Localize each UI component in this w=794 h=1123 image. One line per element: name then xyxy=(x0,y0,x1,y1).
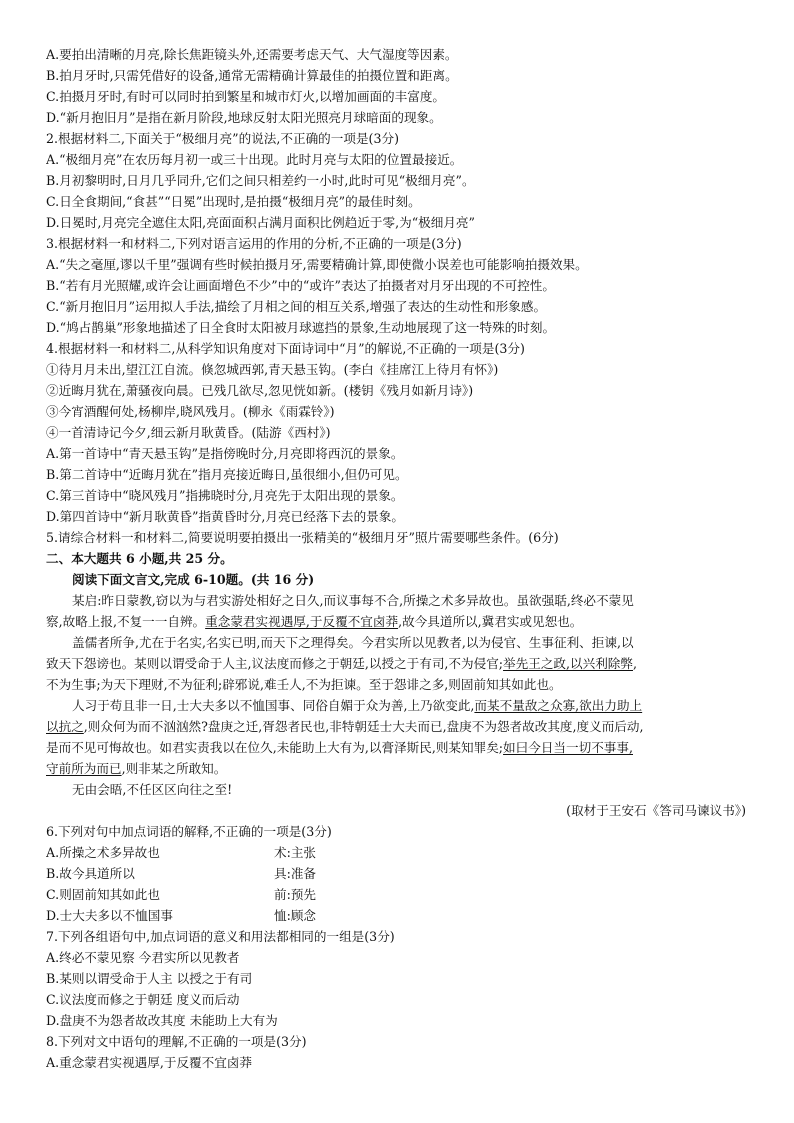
section-heading: 二、本大题共 6 小题,共 25 分。 xyxy=(46,551,233,566)
question-stem: 5.请综合材料一和材料二,简要说明要拍摄出一张精美的“极细月牙”照片需要哪些条件。(6分) xyxy=(46,530,559,545)
passage-line: 无由会晤,不任区区向往之至! xyxy=(72,782,233,797)
text-line: D.日冕时,月亮完全遮住太阳,亮面面积占满月面积比例趋近于零,为“极细月亮” xyxy=(46,215,475,230)
text-line: A.第一首诗中“青天悬玉钩”是指傍晚时分,月亮即将西沉的景象。 xyxy=(46,446,404,461)
text-line: D.盘庚不为怨者故改其度 未能助上大有为 xyxy=(46,1013,278,1028)
question-stem: 7.下列各组语句中,加点词语的意义和用法都相同的一组是(3分) xyxy=(46,929,395,944)
underlined-phrase: 重念蒙君实视遇厚,于反覆不宜卤莽 xyxy=(205,614,399,629)
text-line: D.第四首诗中“新月耿黄昏”指黄昏时分,月亮已经落下去的景象。 xyxy=(46,509,404,524)
question-stem: 3.根据材料一和材料二,下列对语言运用的作用的分析,不正确的一项是(3分) xyxy=(46,236,462,251)
text-line: B.拍月牙时,只需凭借好的设备,通常无需精确计算最佳的拍摄位置和距离。 xyxy=(46,68,458,83)
text-line: D.“鸠占鹊巢”形象地描述了日全食时太阳被月球遮挡的景象,生动地展现了这一特殊的时刻。 xyxy=(46,320,556,335)
passage-line: 是而不见可悔故也。如君实责我以在位久,未能助上大有为,以膏泽斯民,则某知罪矣;如曰今日当一切不事事, xyxy=(46,740,633,755)
text-line: B.月初黎明时,日月几乎同升,它们之间只相差约一小时,此时可见“极细月亮”。 xyxy=(46,173,475,188)
text-line: A.终必不蒙见察 今君实所以见教者 xyxy=(46,950,240,965)
option-row: A.所操之术多异故也 术:主张 xyxy=(46,845,317,860)
passage-line: 某启:昨日蒙教,窃以为与君实游处相好之日久,而议事每不合,所操之术多异故也。虽欲强聒,终必不蒙见 xyxy=(72,593,634,608)
passage-line: 守前所为而已,则非某之所敢知。 xyxy=(46,761,227,776)
text-line: C.第三首诗中“晓风残月”指拂晓时分,月亮先于太阳出现的景象。 xyxy=(46,488,404,503)
poem-line: ①待月月未出,望江江自流。倏忽城西郭,青天悬玉钩。(李白《挂席江上待月有怀》) xyxy=(46,362,499,377)
underlined-phrase: 以抗之 xyxy=(46,719,84,734)
underlined-phrase: 举先王之政,以兴利除弊 xyxy=(503,656,633,671)
poem-line: ③今宵酒醒何处,杨柳岸,晓风残月。(柳永《雨霖铃》) xyxy=(46,404,335,419)
text-line: A.“极细月亮”在农历每月初一或三十出现。此时月亮与太阳的位置最接近。 xyxy=(46,152,463,167)
text-line: B.某则以谓受命于人主 以授之于有司 xyxy=(46,971,253,986)
passage-line: 以抗之,则众何为而不汹汹然?盘庚之迁,胥怨者民也,非特朝廷士大夫而已,盘庚不为怨者故改其度,度义而后动, xyxy=(46,719,644,734)
underlined-phrase: 如曰今日当一切不事事, xyxy=(503,740,633,755)
text-line: B.“若有月光照耀,或许会让画面增色不少”中的“或许”表达了拍摄者对月牙出现的不可控性。 xyxy=(46,278,555,293)
passage-line: 致天下怨谤也。某则以谓受命于人主,议法度而修之于朝廷,以授之于有司,不为侵官;举先王之政,以兴利除弊, xyxy=(46,656,638,671)
exam-page xyxy=(46,44,754,1073)
text-line: A.要拍出清晰的月亮,除长焦距镜头外,还需要考虑天气、大气湿度等因素。 xyxy=(46,47,458,62)
underlined-phrase: 而某不量敌之众寡,欲出力助上 xyxy=(474,698,643,713)
passage-line: 察,故略上报,不复一一自辨。重念蒙君实视遇厚,于反覆不宜卤莽,故今具道所以,冀君实或见恕也。 xyxy=(46,614,583,629)
text-line: C.议法度而修之于朝廷 度义而后动 xyxy=(46,992,240,1007)
text-line: C.“新月抱旧月”运用拟人手法,描绘了月相之间的相互关系,增强了表达的生动性和形象感。 xyxy=(46,299,547,314)
question-stem: 2.根据材料二,下面关于“极细月亮”的说法,不正确的一项是(3分) xyxy=(46,131,399,146)
passage-line: 人习于苟且非一日,士大夫多以不恤国事、同俗自媚于众为善,上乃欲变此,而某不量敌之众寡,欲出力助上 xyxy=(72,698,643,713)
reading-instruction: 阅读下面文言文,完成 6-10题。(共 16 分) xyxy=(72,572,315,587)
question-stem: 6.下列对句中加点词语的解释,不正确的一项是(3分) xyxy=(46,824,332,839)
source-citation: (取材于王安石《答司马谏议书》) xyxy=(566,803,746,818)
passage-line: 盖儒者所争,尤在于名实,名实已明,而天下之理得矣。今君实所以见教者,以为侵官、生事征利、拒谏,以 xyxy=(72,635,634,650)
passage-line: 不为生事;为天下理财,不为征利;辟邪说,难壬人,不为拒谏。至于怨诽之多,则固前知其如此也。 xyxy=(46,677,562,692)
text-line: C.日全食期间,“食甚”“日冕”出现时,是拍摄“极细月亮”的最佳时刻。 xyxy=(46,194,421,209)
poem-line: ④一首清诗记今夕,细云新月耿黄昏。(陆游《西村》) xyxy=(46,425,331,440)
question-stem: 8.下列对文中语句的理解,不正确的一项是(3分) xyxy=(46,1034,307,1049)
question-stem: 4.根据材料一和材料二,从科学知识角度对下面诗词中“月”的解说,不正确的一项是(3分) xyxy=(46,341,525,356)
text-line: D.“新月抱旧月”是指在新月阶段,地球反射太阳光照亮月球暗面的现象。 xyxy=(46,110,442,125)
text-line: C.拍摄月牙时,有时可以同时拍到繁星和城市灯火,以增加画面的丰富度。 xyxy=(46,89,446,104)
underlined-phrase: 守前所为而已 xyxy=(46,761,122,776)
option-row: C.则固前知其如此也 前:预先 xyxy=(46,887,317,902)
text-line: B.第二首诗中“近晦月犹在”指月亮接近晦日,虽很细小,但仍可见。 xyxy=(46,467,408,482)
option-row: B.故今具道所以 具:准备 xyxy=(46,866,317,881)
text-line: A.重念蒙君实视遇厚,于反覆不宜卤莽 xyxy=(46,1055,253,1070)
text-line: A.“失之毫厘,谬以千里”强调有些时候拍摄月牙,需要精确计算,即使微小误差也可能影响拍摄效果。 xyxy=(46,257,588,272)
option-row: D.士大夫多以不恤国事 恤:顾念 xyxy=(46,908,317,923)
poem-line: ②近晦月犹在,萧骚夜向晨。已残几欲尽,忽见恍如新。(楼钥《残月如新月诗》) xyxy=(46,383,474,398)
